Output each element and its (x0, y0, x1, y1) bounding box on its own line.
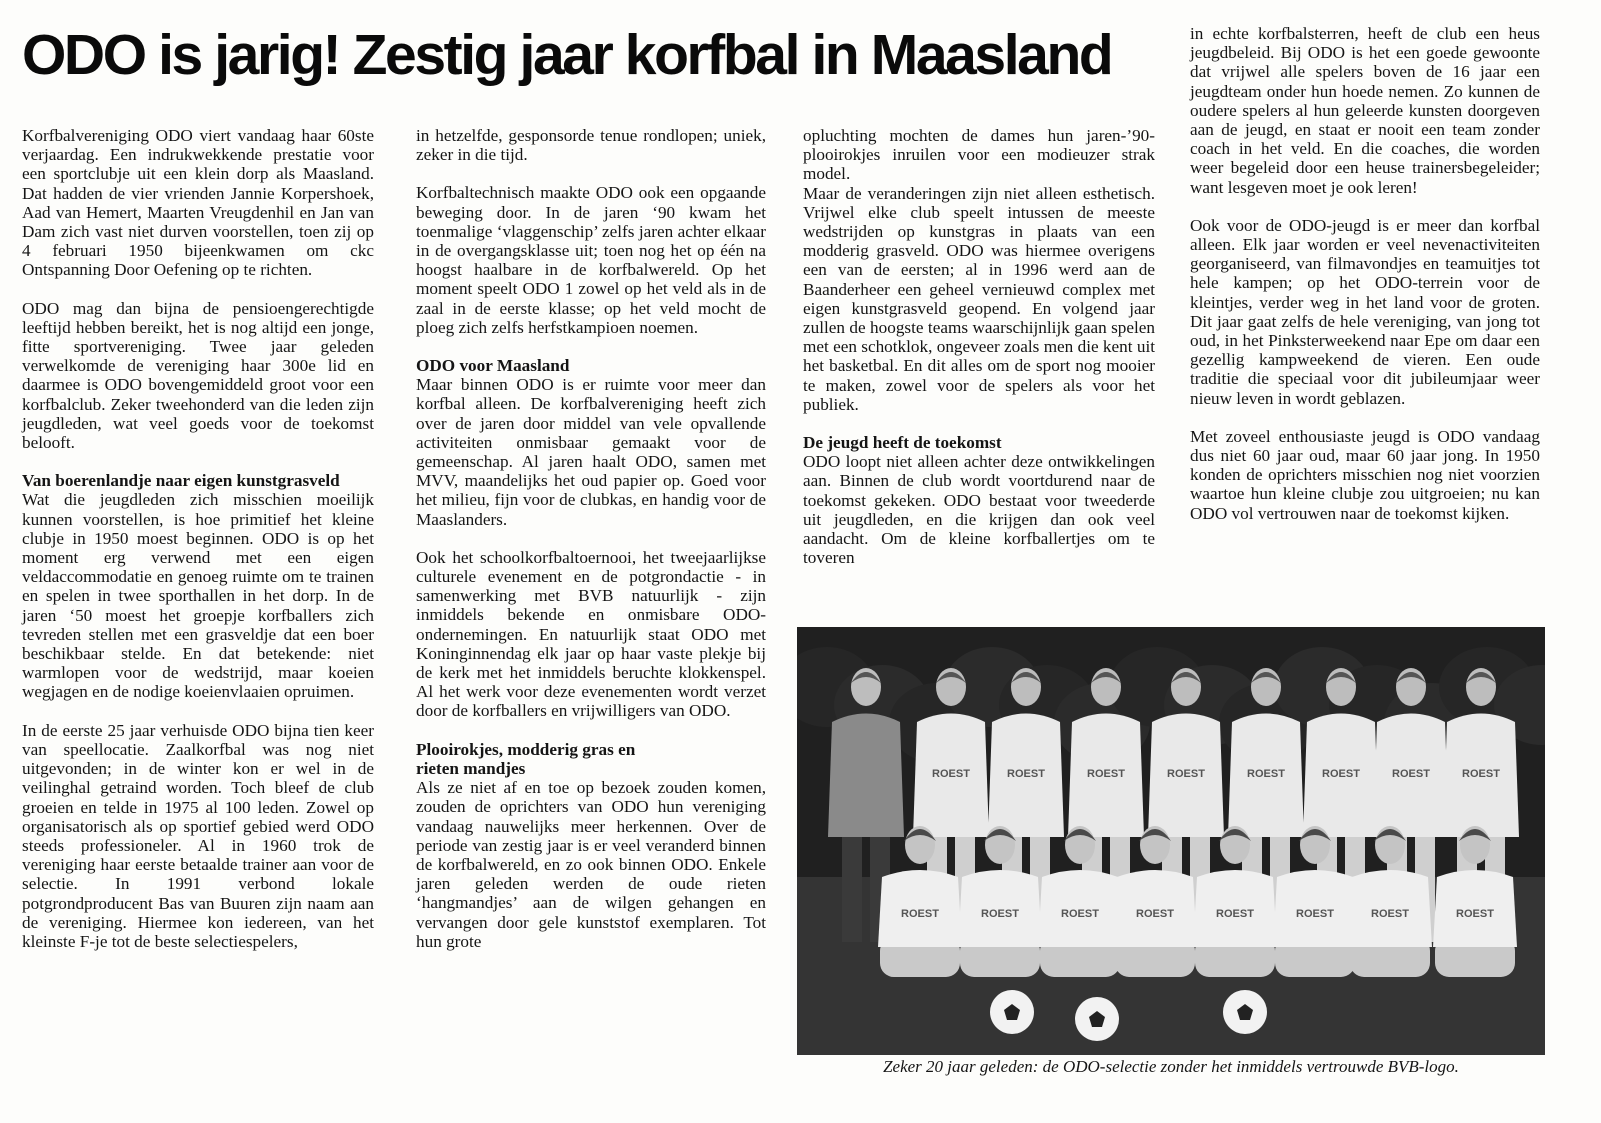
paragraph: opluchting mochten de dames hun jaren-’90-plooirokjes inruilen voor een modieuzer strak model. (803, 126, 1155, 184)
paragraph: Maar de veranderingen zijn niet alleen esthetisch. Vrijwel elke club speelt intussen de meeste wedstrijden op kunstgras in plaats van een modderig grasveld. ODO was hiermee overigens een van de eersten; al in 1996 werd aan de Baanderheer een geheel vernieuwd complex met eigen kunstgrasveld geopend. En volgend jaar zullen de hoogste teams waarschijnlijk gaan spelen met een schotklok, ongeveer zoals men die kent uit het basketbal. En dit alles om de sport nog mooier te maken, zowel voor de spelers als voor het publiek. (803, 183, 1155, 414)
svg-text:ROEST: ROEST (1322, 768, 1360, 780)
svg-text:ROEST: ROEST (1136, 908, 1174, 920)
article-column-1 (22, 126, 374, 951)
paragraph: Ook het schoolkorfbaltoernooi, het tweejaarlijkse culturele evenement en de potgrondactie - in samenwerking met BVB natuurlijk - zijn inmiddels bekende en onmisbare ODO-ondernemingen. En natuurlijk staat ODO met Koninginnendag elk jaar op haar vaste plekje bij de kerk met het inmiddels beruchte klokkenspel. Al het werk voor deze evenementen wordt verzet door de korfballers en vrijwilligers van ODO. (416, 547, 766, 721)
paragraph: Maar binnen ODO is er ruimte voor meer dan korfbal alleen. De korfbalvereniging heeft zich over de jaren door middel van vele opvallende activiteiten onmisbaar gemaakt voor de gemeenschap. Al jaren haalt ODO, samen met MVV, maandelijks het oud papier op. Goed voor het milieu, fijn voor de clubkas, en handig voor de Maaslanders. (416, 375, 766, 529)
svg-text:ROEST: ROEST (981, 908, 1019, 920)
svg-text:ROEST: ROEST (1371, 908, 1409, 920)
svg-text:ROEST: ROEST (1087, 768, 1125, 780)
svg-text:ROEST: ROEST (1167, 768, 1205, 780)
paragraph: Korfbaltechnisch maakte ODO ook een opgaande beweging door. In de jaren ‘90 kwam het toenmalige ‘vlaggenschip’ zelfs jaren achter elkaar in de overgangsklasse uit; toen nog het op één na hoogst haalbare in de korfbalwereld. Op het moment speelt ODO 1 zowel op het veld als in de zaal in de eerste klasse; op het veld mocht de ploeg zich zelfs herfstkampioen noemen. (416, 183, 766, 337)
subheading: De jeugd heeft de toekomst (803, 433, 1002, 453)
subheading: Plooirokjes, modderig gras en rieten mandjes (416, 739, 636, 778)
subheading: ODO voor Maasland (416, 356, 570, 376)
paragraph: in hetzelfde, gesponsorde tenue rondlopen; uniek, zeker in die tijd. (416, 126, 766, 165)
svg-text:ROEST: ROEST (1462, 768, 1500, 780)
svg-text:ROEST: ROEST (1392, 768, 1430, 780)
paragraph: ODO loopt niet alleen achter deze ontwikkelingen aan. Binnen de club wordt voortdurend naar de toekomst gekeken. ODO bestaat voor tweederde uit jeugdleden, en die krijgen dan ook veel aandacht. Om de kleine korfballertjes om te toveren (803, 452, 1155, 568)
photo-caption: Zeker 20 jaar geleden: de ODO-selectie zonder het inmiddels vertrouwde BVB-logo. (883, 1057, 1459, 1076)
paragraph: ODO mag dan bijna de pensioengerechtigde leeftijd hebben bereikt, het is nog altijd een jonge, fitte sportvereniging. Twee jaar geleden verwelkomde de vereniging haar 300e lid en daarmee is ODO bovengemiddeld groot voor een korfbalclub. Zeker tweehonderd van die leden zijn jeugdleden, wat veel goeds voor de toekomst belooft. (22, 298, 374, 453)
paragraph: In de eerste 25 jaar verhuisde ODO bijna tien keer van speellocatie. Zaalkorfbal was nog niet uitgevonden; in de winter kon er wel in de veilinghal getraind worden. Toch bleef de club groeien en telde in 1975 al 100 leden. Zowel op organisatorisch als op sportief gebied werd ODO steeds professioneler. Al in 1960 trok de vereniging haar eerste betaalde trainer aan voor de selectie. In 1991 verbond lokale potgrondproducent Bas van Buuren zijn naam aan de vereniging. Hiermee kon iedereen, van het kleinste F-je tot de beste selectiespelers, (22, 720, 374, 951)
headline: ODO is jarig! Zestig jaar korfbal in Maasland (22, 23, 1112, 87)
svg-text:ROEST: ROEST (932, 768, 970, 780)
paragraph: Met zoveel enthousiaste jeugd is ODO vandaag dus niet 60 jaar oud, maar 60 jaar jong. In 1950 konden de oprichters misschien nog niet voorzien waartoe hun kleine clubje zou uitgroeien; nu kan ODO vol vertrouwen naar de toekomst kijken. (1190, 426, 1540, 523)
team-photo-illustration (797, 627, 1545, 1055)
svg-text:ROEST: ROEST (901, 908, 939, 920)
subheading: Van boerenlandje naar eigen kunstgrasveld (22, 471, 340, 491)
paragraph: Ook voor de ODO-jeugd is er meer dan korfbal alleen. Elk jaar worden er veel nevenactiviteiten georganiseerd, van filmavondjes en teamuitjes tot hele kampen; op het ODO-terrein voor de kleintjes, verder weg in het land voor de groten. Dit jaar gaat zelfs de hele vereniging, van jong tot oud, in het Pinksterweekend naar Epe om daar een gezellig kampweekend de vieren. Een oude traditie die speciaal voor dit jubileumjaar weer nieuw leven in wordt geblazen. (1190, 215, 1540, 408)
svg-text:ROEST: ROEST (1247, 768, 1285, 780)
svg-text:ROEST: ROEST (1007, 768, 1045, 780)
paragraph: Wat die jeugdleden zich misschien moeilijk kunnen voorstellen, is hoe primitief het kleine clubje in 1950 moest beginnen. ODO is op het moment erg verwend met een eigen veldaccommodatie en genoeg ruimte om te trainen en spelen in twee sporthallen in het dorp. In de jaren ‘50 moest het groepje korfballers zich tevreden stellen met een grasveldje dat een boer beschikbaar stelde. En dat betekende: niet warmlopen voor de wedstrijd, maar koeien wegjagen en de nodige koeienvlaaien opruimen. (22, 490, 374, 702)
article-column-2 (416, 126, 766, 951)
svg-text:ROEST: ROEST (1296, 908, 1334, 920)
paragraph: Korfbalvereniging ODO viert vandaag haar 60ste verjaardag. Een indrukwekkende prestatie voor een sportclubje uit een klein dorp als Maasland. Dat hadden de vier vrienden Jannie Korpershoek, Aad van Hemert, Maarten Vreugdenhil en Jan van Dam zich vast niet durven voorstellen, toen zij op 4 februari 1950 bijeenkwamen om ckc Ontspanning Door Oefening op te richten. (22, 126, 374, 280)
paragraph: in echte korfbalsterren, heeft de club een heus jeugdbeleid. Bij ODO is het een goede gewoonte dat vrijwel alle spelers boven de 16 jaar een jeugdteam onder hun hoede nemen. Zo kunnen de oudere spelers al hun geleerde kunsten doorgeven aan de jeugd, en staat er nooit een team zonder coach in het veld. En die coaches, die worden weer begeleid door een heuse trainersbegeleider; want lesgeven moet je ook leren! (1190, 24, 1540, 197)
korfball-ball (1223, 990, 1267, 1034)
article-column-4 (1190, 24, 1540, 523)
paragraph: Als ze niet af en toe op bezoek zouden komen, zouden de oprichters van ODO hun vereniging vandaag nauwelijks meer herkennen. Over de periode van zestig jaar is er veel veranderd binnen de korfbalwereld, en zo ook binnen ODO. Enkele jaren geleden werden de oude rieten ‘hangmandjes’ aan de wilgen gehangen en vervangen door gele kunststof exemplaren. Tot hun grote (416, 778, 766, 951)
svg-text:ROEST: ROEST (1061, 908, 1099, 920)
svg-text:ROEST: ROEST (1216, 908, 1254, 920)
korfball-ball (1075, 997, 1119, 1041)
svg-text:ROEST: ROEST (1456, 908, 1494, 920)
team-photo (797, 627, 1545, 1055)
article-column-3 (803, 126, 1155, 567)
korfball-ball (990, 990, 1034, 1034)
